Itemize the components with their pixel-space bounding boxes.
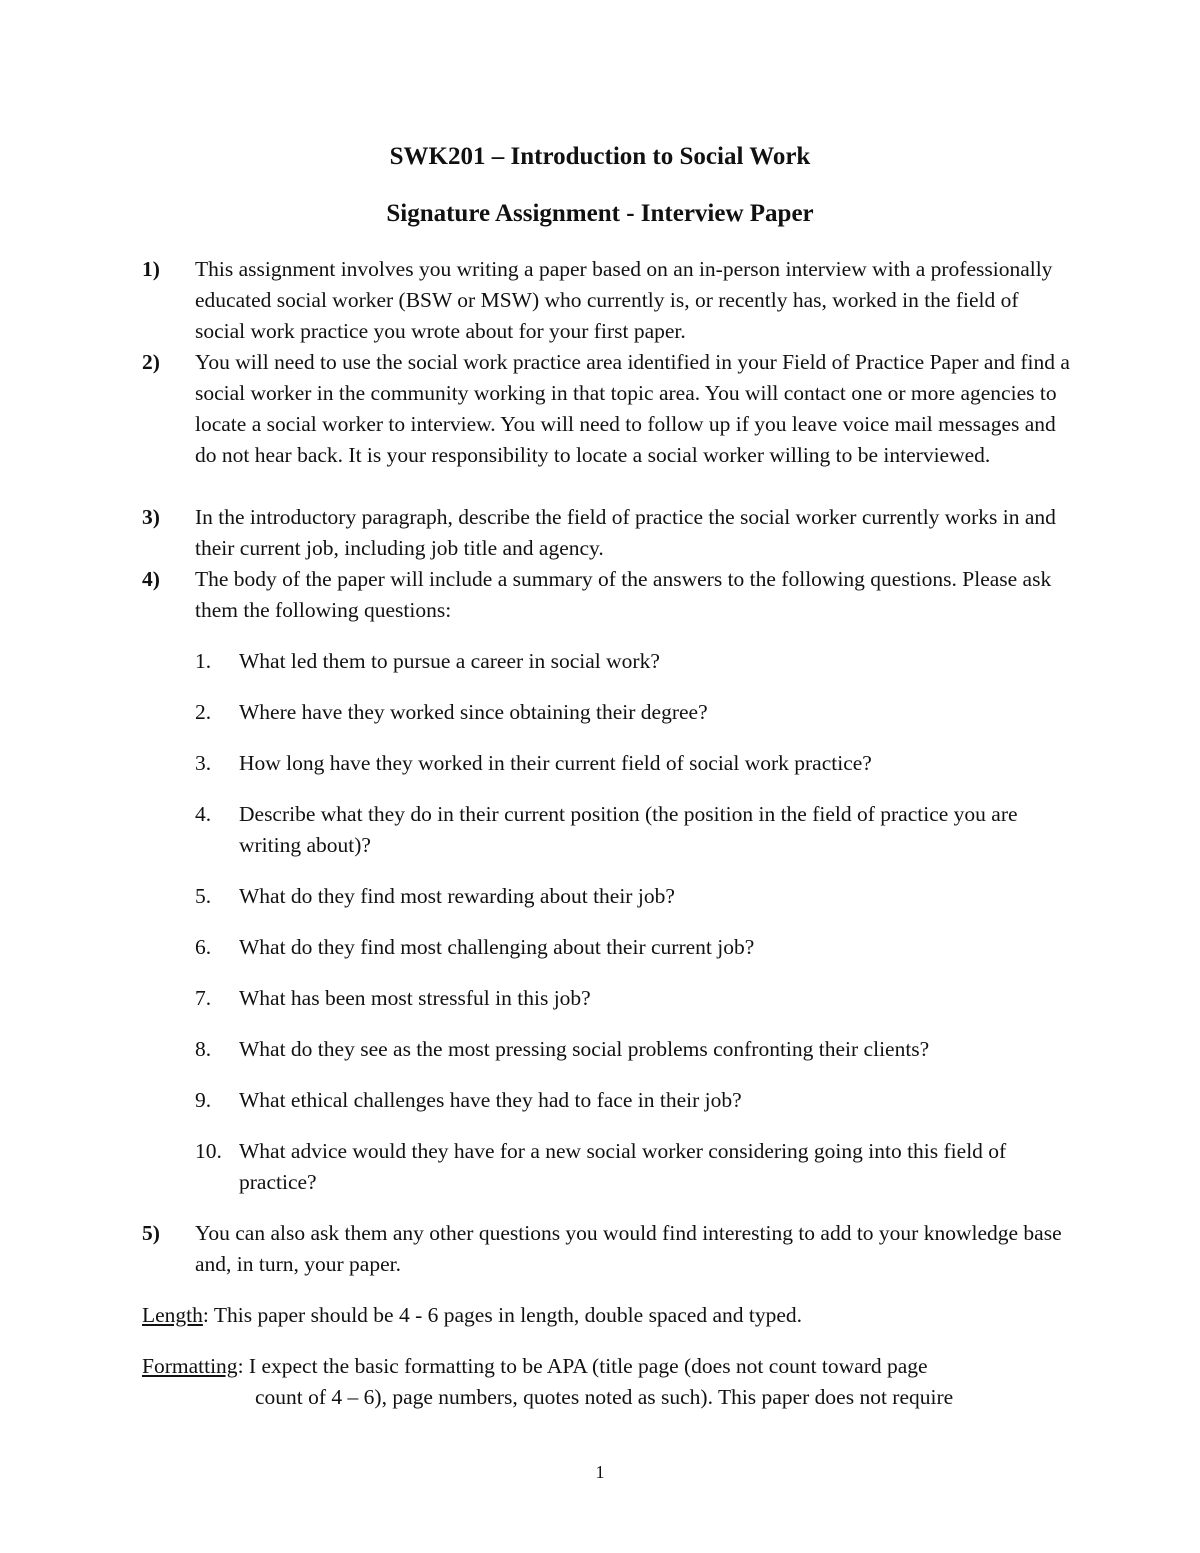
question-item: [195, 881, 1075, 912]
question-number: 7.: [195, 986, 212, 1010]
document-subtitle: Signature Assignment - Interview Paper: [386, 200, 814, 227]
question-item: [195, 1136, 1075, 1198]
question-item: [195, 799, 1075, 861]
document-title: SWK201 – Introduction to Social Work: [389, 143, 811, 170]
page-number: 1: [595, 1462, 605, 1482]
question-item: [195, 932, 1075, 963]
item-number: 2): [142, 350, 160, 374]
question-item: [195, 1085, 1075, 1116]
question-text: How long have they worked in their current field of social work practice?: [239, 751, 872, 775]
item-text: You can also ask them any other questions you would find interesting to add to your knowledge base and, in turn, your paper.: [195, 1221, 1062, 1276]
formatting-text: I expect the basic formatting to be APA (title page (does not count toward page: [243, 1354, 928, 1378]
question-text: Where have they worked since obtaining their degree?: [239, 700, 708, 724]
instruction-item-5: [142, 1218, 1072, 1280]
item-number: 5): [142, 1221, 160, 1245]
question-item: [195, 697, 1075, 728]
colon: :: [202, 1303, 209, 1327]
instruction-item-3: [142, 502, 1072, 564]
question-text: What do they see as the most pressing social problems confronting their clients?: [239, 1037, 930, 1061]
question-number: 5.: [195, 884, 212, 908]
question-number: 9.: [195, 1088, 212, 1112]
question-number: 10.: [195, 1139, 222, 1163]
question-text: What has been most stressful in this job?: [239, 986, 591, 1010]
question-number: 6.: [195, 935, 212, 959]
item-number: 1): [142, 257, 160, 281]
item-text: In the introductory paragraph, describe the field of practice the social worker currently works in and their current job, including job title and agency.: [195, 505, 1056, 560]
question-number: 3.: [195, 751, 212, 775]
question-item: [195, 646, 1075, 677]
length-text: This paper should be 4 - 6 pages in length, double spaced and typed.: [208, 1303, 802, 1327]
question-text: Describe what they do in their current position (the position in the field of practice you are writing about)?: [239, 802, 1018, 857]
instruction-item-4: [142, 564, 1072, 626]
length-requirement: [142, 1300, 1072, 1331]
question-text: What do they find most rewarding about their job?: [239, 884, 675, 908]
question-text: What led them to pursue a career in social work?: [239, 649, 660, 673]
question-number: 4.: [195, 802, 212, 826]
question-text: What advice would they have for a new social worker considering going into this field of practice?: [239, 1139, 1007, 1194]
question-item: [195, 748, 1075, 779]
question-text: What ethical challenges have they had to face in their job?: [239, 1088, 742, 1112]
item-text: The body of the paper will include a summary of the answers to the following questions. Please ask them the following questions:: [195, 567, 1052, 622]
item-number: 4): [142, 567, 160, 591]
question-item: [195, 1034, 1075, 1065]
item-text: This assignment involves you writing a paper based on an in-person interview with a professionally educated social worker (BSW or MSW) who currently is, or recently has, worked in the field of social work practice you wrote about for your first paper.: [195, 257, 1053, 343]
formatting-continuation: count of 4 – 6), page numbers, quotes noted as such). This paper does not require: [255, 1385, 954, 1409]
item-text: You will need to use the social work practice area identified in your Field of Practice Paper and find a social worker in the community working in that topic area. You will contact one or more agencies to locate a social worker to interview. You will need to follow up if you leave voice mail messages and do not hear back. It is your responsibility to locate a social worker willing to be interviewed.: [195, 350, 1070, 467]
colon: :: [237, 1354, 244, 1378]
question-number: 1.: [195, 649, 212, 673]
instruction-item-2: [142, 347, 1072, 471]
formatting-requirement: [142, 1351, 1072, 1382]
question-number: 8.: [195, 1037, 212, 1061]
question-number: 2.: [195, 700, 212, 724]
question-text: What do they find most challenging about their current job?: [239, 935, 755, 959]
formatting-label: Formatting: [142, 1354, 238, 1378]
question-item: [195, 983, 1075, 1014]
instruction-item-1: [142, 254, 1072, 347]
length-label: Length: [142, 1303, 203, 1327]
item-number: 3): [142, 505, 160, 529]
